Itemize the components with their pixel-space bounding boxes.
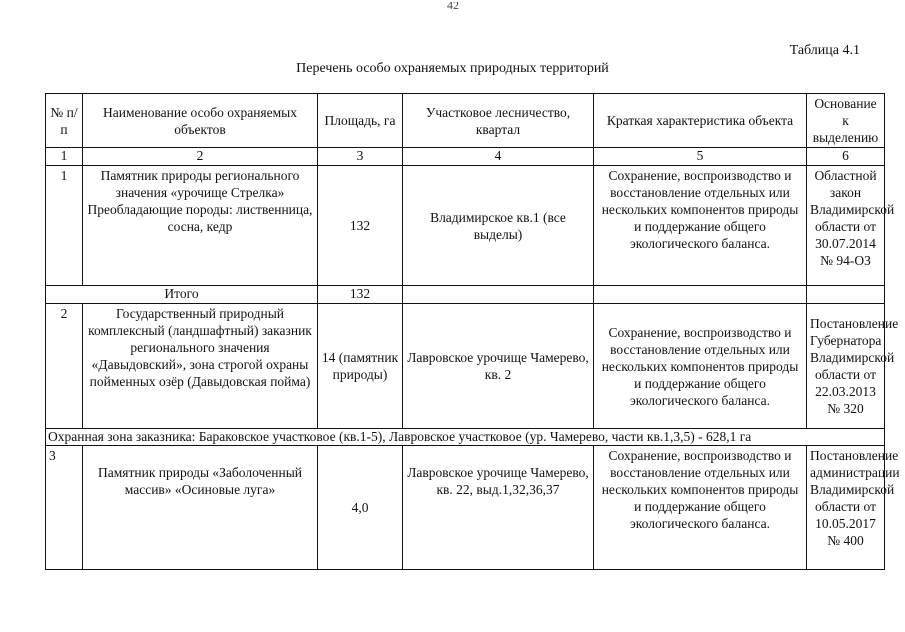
row-characteristic: Сохранение, воспроизводство и восстановление отдельных или нескольких компонентов природы и поддержание общего экологического баланса. [594,446,807,570]
empty-cell [403,286,594,304]
table-header-row [46,94,885,148]
row-basis: Постановление Губернатора Владимирской области от 22.03.2013 № 320 [807,304,885,429]
row-num: 2 [46,304,83,429]
row-name: Памятник природы «Заболоченный массив» «Осиновые луга» [83,446,318,570]
column-number-row [46,148,885,166]
row-name: Государственный природный комплексный (ландшафтный) заказник регионального значения «Давыдовский», зона строгой охраны пойменных озёр (Давыдовская пойма) [83,304,318,429]
row-forestry: Лавровское урочище Чамерево, кв. 2 [403,304,594,429]
header-basis: Основание к выделению [807,94,885,148]
empty-cell [594,286,807,304]
header-name: Наименование особо охраняемых объектов [83,94,318,148]
header-forestry: Участковое лесничество, квартал [403,94,594,148]
total-label: Итого [46,286,318,304]
table-caption: Таблица 4.1 [789,43,860,58]
column-number: 4 [403,148,594,166]
column-number: 3 [318,148,403,166]
row-forestry: Владимирское кв.1 (все выделы) [403,166,594,286]
page-number: 42 [447,2,459,12]
row-basis: Областной закон Владимирской области от 30.07.2014 № 94-ОЗ [807,166,885,286]
row-num: 3 [46,446,83,570]
column-number: 5 [594,148,807,166]
table-row [46,304,885,429]
zone-note-row [46,429,885,446]
header-area: Площадь, га [318,94,403,148]
row-num: 1 [46,166,83,286]
column-number: 2 [83,148,318,166]
header-num: № п/п [46,94,83,148]
document-title: Перечень особо охраняемых природных территорий [296,61,609,76]
header-characteristic: Краткая характеристика объекта [594,94,807,148]
total-area: 132 [318,286,403,304]
row-name: Памятник природы регионального значения «урочище Стрелка» Преобладающие породы: лиственница, сосна, кедр [83,166,318,286]
row-area: 14 (памятник природы) [318,304,403,429]
total-row [46,286,885,304]
empty-cell [807,286,885,304]
table-row [46,446,885,570]
column-number: 1 [46,148,83,166]
zone-note: Охранная зона заказника: Бараковское участковое (кв.1-5), Лавровское участковое (ур. Чамерево, части кв.1,3,5) - 628,1 га [46,429,885,446]
table-row [46,166,885,286]
protected-areas-table [45,93,900,570]
row-characteristic: Сохранение, воспроизводство и восстановление отдельных или нескольких компонентов природы и поддержание общего экологического баланса. [594,166,807,286]
column-number: 6 [807,148,885,166]
row-area: 132 [318,166,403,286]
row-forestry: Лавровское урочище Чамерево, кв. 22, выд.1,32,36,37 [403,446,594,570]
row-characteristic: Сохранение, воспроизводство и восстановление отдельных или нескольких компонентов природы и поддержание общего экологического баланса. [594,304,807,429]
row-basis: Постановление администрации Владимирской области от 10.05.2017 № 400 [807,446,885,570]
row-area: 4,0 [318,446,403,570]
